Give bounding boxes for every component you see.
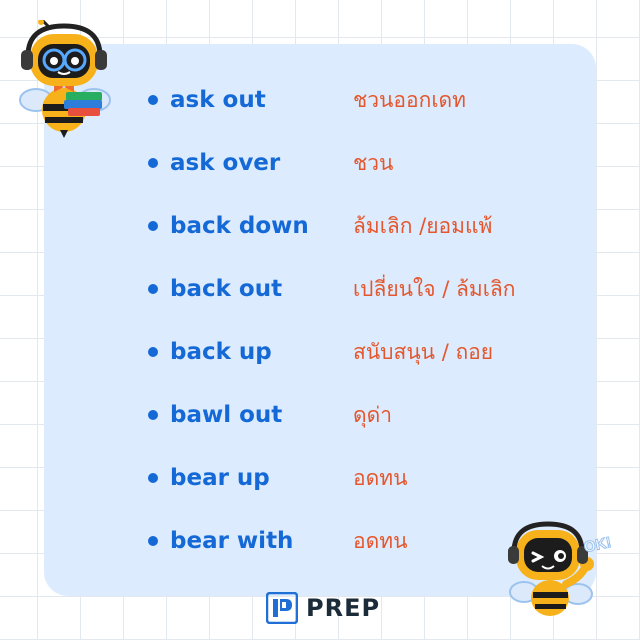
list-item [148, 82, 466, 118]
bullet-icon [148, 347, 158, 357]
brand-name: PREP [306, 594, 381, 622]
list-item [148, 460, 407, 496]
phrasal-verb-term: back down [170, 213, 309, 239]
bee-mascot-reading-icon [14, 20, 114, 138]
phrasal-verb-meaning: ล้มเลิก /ยอมแพ้ [353, 213, 493, 238]
phrasal-verb-term: bear up [170, 465, 270, 491]
prep-logo-icon [266, 592, 298, 624]
phrasal-verb-term: bawl out [170, 402, 283, 428]
bullet-icon [148, 410, 158, 420]
phrasal-verb-meaning: อดทน [353, 528, 408, 553]
phrasal-verb-list [44, 44, 596, 596]
phrasal-verb-term: ask over [170, 150, 281, 176]
bee-mascot-ok-icon [506, 520, 618, 620]
list-item [148, 334, 493, 370]
phrasal-verb-term: bear with [170, 528, 294, 554]
phrasal-verb-meaning: ชวนออกเดท [353, 87, 466, 112]
bullet-icon [148, 536, 158, 546]
phrasal-verb-meaning: เปลี่ยนใจ / ล้มเลิก [353, 276, 516, 301]
phrasal-verb-term: back out [170, 276, 283, 302]
bullet-icon [148, 473, 158, 483]
phrasal-verb-term: back up [170, 339, 272, 365]
bullet-icon [148, 284, 158, 294]
phrasal-verb-meaning: สนับสนุน / ถอย [353, 339, 494, 364]
phrasal-verb-meaning: ดุด่า [353, 402, 393, 427]
bullet-icon [148, 158, 158, 168]
list-item [148, 271, 516, 307]
list-item [148, 397, 392, 433]
list-item [148, 523, 407, 559]
phrasal-verb-meaning: ชวน [353, 150, 394, 175]
list-item [148, 208, 492, 244]
bullet-icon [148, 221, 158, 231]
phrasal-verb-meaning: อดทน [353, 465, 408, 490]
bullet-icon [148, 95, 158, 105]
list-item [148, 145, 393, 181]
content-card [44, 44, 596, 596]
ok-speech-text: OK! [582, 533, 613, 557]
prep-logo [266, 592, 380, 624]
phrasal-verb-term: ask out [170, 87, 266, 113]
